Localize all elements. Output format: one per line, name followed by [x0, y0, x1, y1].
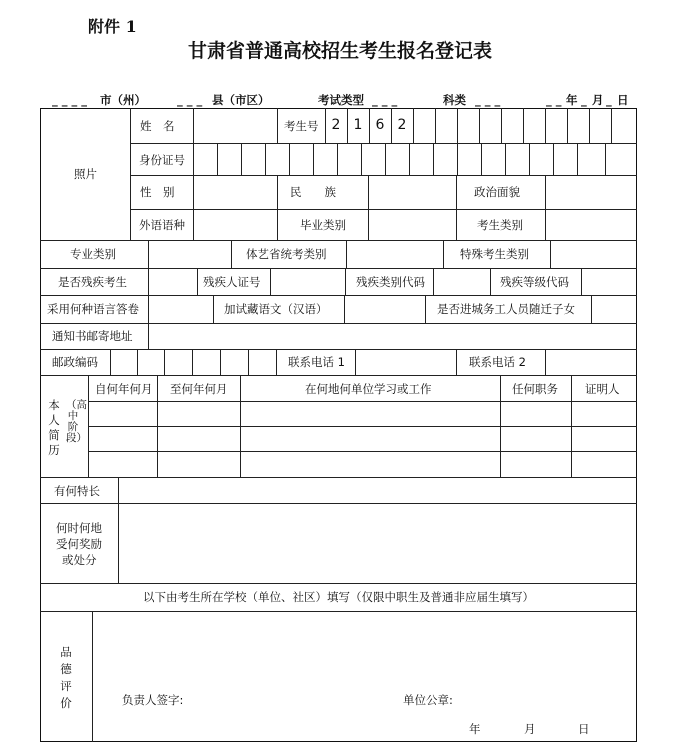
phone1-field[interactable] — [356, 350, 455, 374]
art-exam-type-field[interactable] — [347, 241, 442, 267]
date-year-blank[interactable]: _ _ — [546, 93, 562, 107]
subject-blank[interactable]: _ _ _ — [475, 93, 501, 107]
exam-no-label: 考生号 — [284, 119, 319, 133]
unit-seal-field[interactable] — [462, 690, 632, 710]
month-blank[interactable]: _ — [581, 93, 587, 107]
exam-type-label: 考试类型 — [318, 93, 364, 107]
special-type-field[interactable] — [551, 241, 636, 267]
answer-language-label: 采用何种语言答卷 — [47, 302, 139, 316]
specialty-label: 有何特长 — [54, 484, 100, 498]
name-label: 姓 名 — [140, 119, 175, 133]
resume-position-header: 任何职务 — [512, 382, 558, 396]
disabled-cert-field[interactable] — [271, 269, 344, 294]
art-exam-type-label: 体艺省统考类别 — [246, 247, 327, 261]
moral-evaluation-label: 品德评价 — [60, 645, 72, 710]
gender-field[interactable] — [194, 176, 276, 208]
graduation-type-field[interactable] — [369, 210, 455, 239]
resume-sublabel: （高中阶段） — [66, 399, 87, 444]
postcode-label: 邮政编码 — [52, 355, 98, 369]
special-type-label: 特殊考生类别 — [460, 247, 529, 261]
foreign-language-label: 外语语种 — [139, 218, 185, 232]
specialty-field[interactable] — [119, 478, 636, 502]
signature-label: 负责人签字: — [122, 693, 184, 707]
county-blank[interactable]: _ _ _ — [177, 93, 203, 107]
month-label: 月 — [592, 93, 604, 107]
subject-label: 科类 — [443, 93, 466, 107]
political-status-field[interactable] — [546, 176, 636, 208]
attachment-label: 附件 1 — [88, 17, 137, 36]
id-number-label: 身份证号 — [139, 153, 185, 167]
ethnicity-field[interactable] — [369, 176, 455, 208]
sign-day-label: 日 — [578, 722, 590, 736]
disabled-category-label: 残疾类别代码 — [356, 275, 425, 289]
mailing-address-label: 通知书邮寄地址 — [52, 329, 133, 343]
awards-label-line3: 或处分 — [62, 553, 97, 567]
moral-evaluation-field[interactable] — [93, 612, 636, 688]
resume-label: 本人简历 — [48, 398, 60, 457]
tibetan-exam-field[interactable] — [345, 296, 424, 322]
city-blank[interactable]: _ _ _ _ — [52, 93, 88, 107]
resume-where-header: 在何地何单位学习或工作 — [305, 382, 432, 396]
foreign-language-field[interactable] — [194, 210, 276, 239]
awards-field[interactable] — [119, 504, 636, 582]
disabled-cert-label: 残疾人证号 — [203, 275, 261, 289]
day-blank[interactable]: _ — [606, 93, 612, 107]
postcode-field[interactable] — [111, 350, 275, 374]
city-label: 市（州） — [100, 93, 146, 107]
resume-to-header: 至何年何月 — [170, 382, 228, 396]
exam-type-blank[interactable]: _ _ _ — [372, 93, 398, 107]
candidate-type-field[interactable] — [546, 210, 636, 239]
candidate-type-label: 考生类别 — [477, 218, 523, 232]
major-type-label: 专业类别 — [70, 247, 116, 261]
exam-no-digit: 6 — [375, 117, 385, 133]
exam-no-digit: 1 — [353, 117, 363, 133]
form-title: 甘肃省普通高校招生考生报名登记表 — [187, 40, 492, 62]
county-label: 县（市区） — [212, 93, 270, 107]
exam-no-digit: 2 — [331, 117, 341, 133]
awards-label-line2: 受何奖励 — [56, 537, 102, 551]
disabled-question-label: 是否残疾考生 — [58, 275, 127, 289]
graduation-type-label: 毕业类别 — [300, 218, 346, 232]
gender-label: 性 别 — [140, 185, 175, 199]
awards-label-line1: 何时何地 — [56, 521, 102, 535]
disabled-level-label: 残疾等级代码 — [500, 275, 569, 289]
mailing-address-field[interactable] — [149, 324, 636, 348]
photo-cell[interactable]: 照片 — [74, 167, 97, 181]
year-label: 年 — [566, 93, 578, 107]
id-number-field[interactable] — [194, 144, 636, 174]
resume-row[interactable] — [89, 452, 636, 476]
unit-seal-label: 单位公章: — [403, 693, 453, 707]
migrant-worker-child-field[interactable] — [592, 296, 636, 322]
disabled-category-field[interactable] — [434, 269, 489, 294]
resume-row[interactable] — [89, 427, 636, 450]
resume-row[interactable] — [89, 402, 636, 425]
phone2-label: 联系电话 2 — [469, 355, 526, 369]
school-fill-note: 以下由考生所在学校（单位、社区）填写（仅限中职生及普通非应届生填写） — [143, 590, 534, 604]
resume-witness-header: 证明人 — [585, 382, 620, 396]
political-status-label: 政治面貌 — [474, 185, 520, 199]
day-label: 日 — [617, 93, 629, 107]
disabled-question-field[interactable] — [149, 269, 196, 294]
answer-language-field[interactable] — [149, 296, 212, 322]
signature-field[interactable] — [190, 690, 360, 710]
exam-no-digit: 2 — [397, 117, 407, 133]
disabled-level-field[interactable] — [582, 269, 636, 294]
phone2-field[interactable] — [546, 350, 636, 374]
sign-year-label: 年 — [469, 722, 481, 736]
name-field[interactable] — [194, 109, 276, 142]
phone1-label: 联系电话 1 — [288, 355, 345, 369]
resume-from-header: 自何年何月 — [95, 382, 153, 396]
ethnicity-label: 民 族 — [290, 185, 336, 199]
sign-month-label: 月 — [524, 722, 536, 736]
tibetan-exam-label: 加试藏语文（汉语） — [224, 302, 328, 316]
migrant-worker-child-label: 是否进城务工人员随迁子女 — [437, 302, 575, 316]
major-type-field[interactable] — [149, 241, 230, 267]
